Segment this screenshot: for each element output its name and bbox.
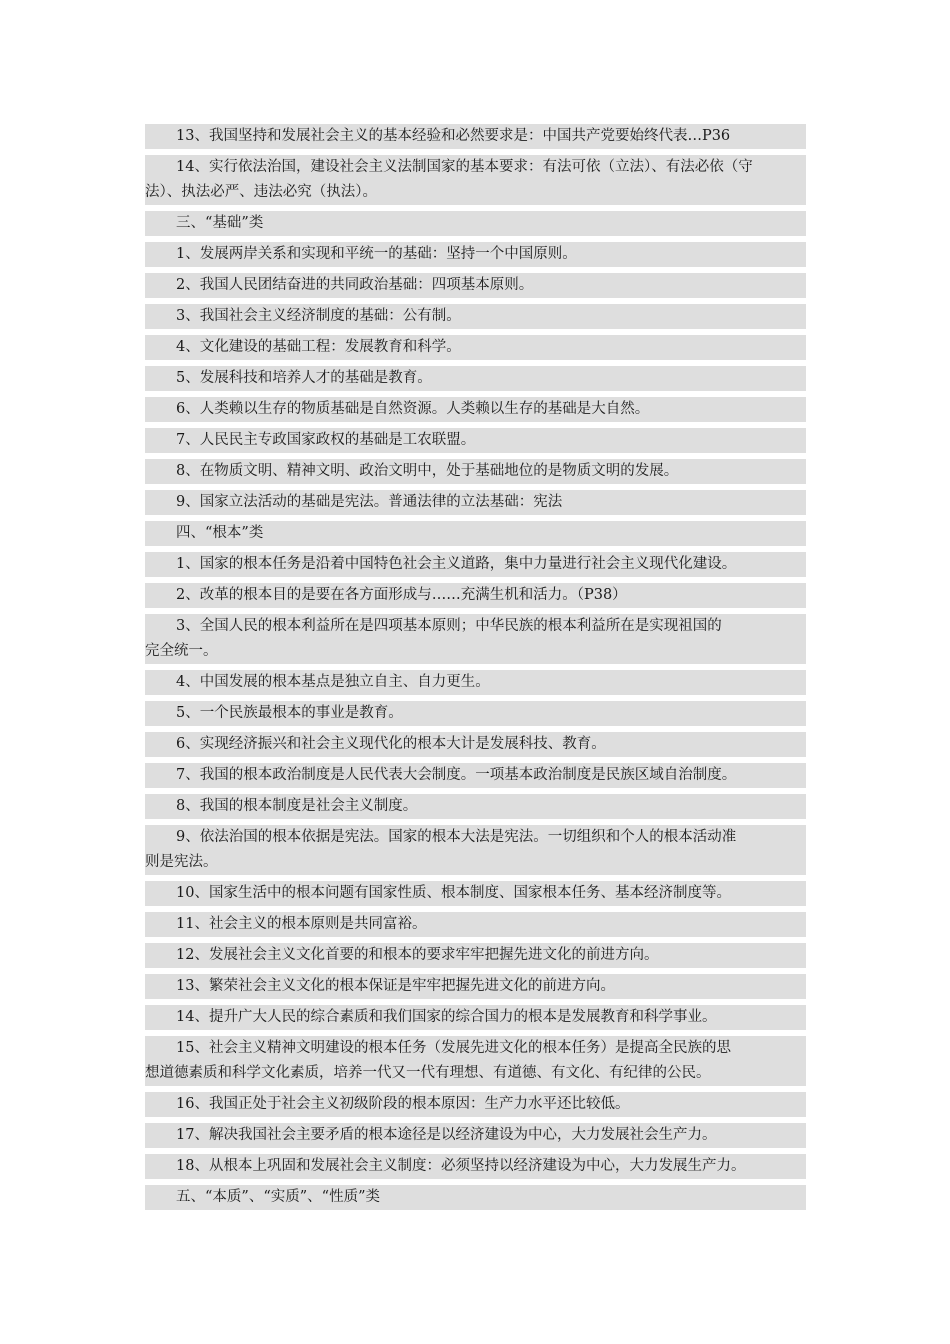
text-line: 4、文化建设的基础工程：发展教育和科学。 bbox=[145, 335, 806, 360]
text-line: 10、国家生活中的根本问题有国家性质、根本制度、国家根本任务、基本经济制度等。 bbox=[145, 881, 806, 906]
text-line: 12、发展社会主义文化首要的和根本的要求牢牢把握先进文化的前进方向。 bbox=[145, 943, 806, 968]
text-line: 2、我国人民团结奋进的共同政治基础：四项基本原则。 bbox=[145, 273, 806, 298]
text-line: 4、中国发展的根本基点是独立自主、自力更生。 bbox=[145, 670, 806, 695]
text-line: 三、“基础”类 bbox=[145, 211, 806, 236]
text-line: 3、我国社会主义经济制度的基础：公有制。 bbox=[145, 304, 806, 329]
text-line: 11、社会主义的根本原则是共同富裕。 bbox=[145, 912, 806, 937]
text-line: 8、我国的根本制度是社会主义制度。 bbox=[145, 794, 806, 819]
document-body bbox=[145, 124, 806, 1210]
text-line: 五、“本质”、“实质”、“性质”类 bbox=[145, 1185, 806, 1210]
text-line: 四、“根本”类 bbox=[145, 521, 806, 546]
text-line: 7、我国的根本政治制度是人民代表大会制度。一项基本政治制度是民族区域自治制度。 bbox=[145, 763, 806, 788]
text-line: 14、实行依法治国，建设社会主义法制国家的基本要求：有法可依（立法）、有法必依（守 bbox=[145, 155, 806, 180]
text-line: 7、人民民主专政国家政权的基础是工农联盟。 bbox=[145, 428, 806, 453]
text-line: 16、我国正处于社会主义初级阶段的根本原因：生产力水平还比较低。 bbox=[145, 1092, 806, 1117]
text-line: 6、人类赖以生存的物质基础是自然资源。人类赖以生存的基础是大自然。 bbox=[145, 397, 806, 422]
text-line: 13、我国坚持和发展社会主义的基本经验和必然要求是：中国共产党要始终代表…P36 bbox=[145, 124, 806, 149]
text-line: 5、发展科技和培养人才的基础是教育。 bbox=[145, 366, 806, 391]
text-line: 8、在物质文明、精神文明、政治文明中，处于基础地位的是物质文明的发展。 bbox=[145, 459, 806, 484]
text-line: 14、提升广大人民的综合素质和我们国家的综合国力的根本是发展教育和科学事业。 bbox=[145, 1005, 806, 1030]
text-line: 13、繁荣社会主义文化的根本保证是牢牢把握先进文化的前进方向。 bbox=[145, 974, 806, 999]
text-line: 想道德素质和科学文化素质，培养一代又一代有理想、有道德、有文化、有纪律的公民。 bbox=[145, 1061, 806, 1086]
text-line: 6、实现经济振兴和社会主义现代化的根本大计是发展科技、教育。 bbox=[145, 732, 806, 757]
text-line: 1、发展两岸关系和实现和平统一的基础：坚持一个中国原则。 bbox=[145, 242, 806, 267]
text-line: 则是宪法。 bbox=[145, 850, 806, 875]
text-line: 1、国家的根本任务是沿着中国特色社会主义道路，集中力量进行社会主义现代化建设。 bbox=[145, 552, 806, 577]
text-line: 完全统一。 bbox=[145, 639, 806, 664]
text-line: 18、从根本上巩固和发展社会主义制度：必须坚持以经济建设为中心，大力发展生产力。 bbox=[145, 1154, 806, 1179]
text-line: 17、解决我国社会主要矛盾的根本途径是以经济建设为中心，大力发展社会生产力。 bbox=[145, 1123, 806, 1148]
text-line: 法）、执法必严、违法必究（执法）。 bbox=[145, 180, 806, 205]
text-line: 2、改革的根本目的是要在各方面形成与……充满生机和活力。（P38） bbox=[145, 583, 806, 608]
text-line: 9、依法治国的根本依据是宪法。国家的根本大法是宪法。一切组织和个人的根本活动准 bbox=[145, 825, 806, 850]
text-line: 3、全国人民的根本利益所在是四项基本原则；中华民族的根本利益所在是实现祖国的 bbox=[145, 614, 806, 639]
text-line: 5、一个民族最根本的事业是教育。 bbox=[145, 701, 806, 726]
text-line: 9、国家立法活动的基础是宪法。普通法律的立法基础：宪法 bbox=[145, 490, 806, 515]
text-line: 15、社会主义精神文明建设的根本任务（发展先进文化的根本任务）是提高全民族的思 bbox=[145, 1036, 806, 1061]
